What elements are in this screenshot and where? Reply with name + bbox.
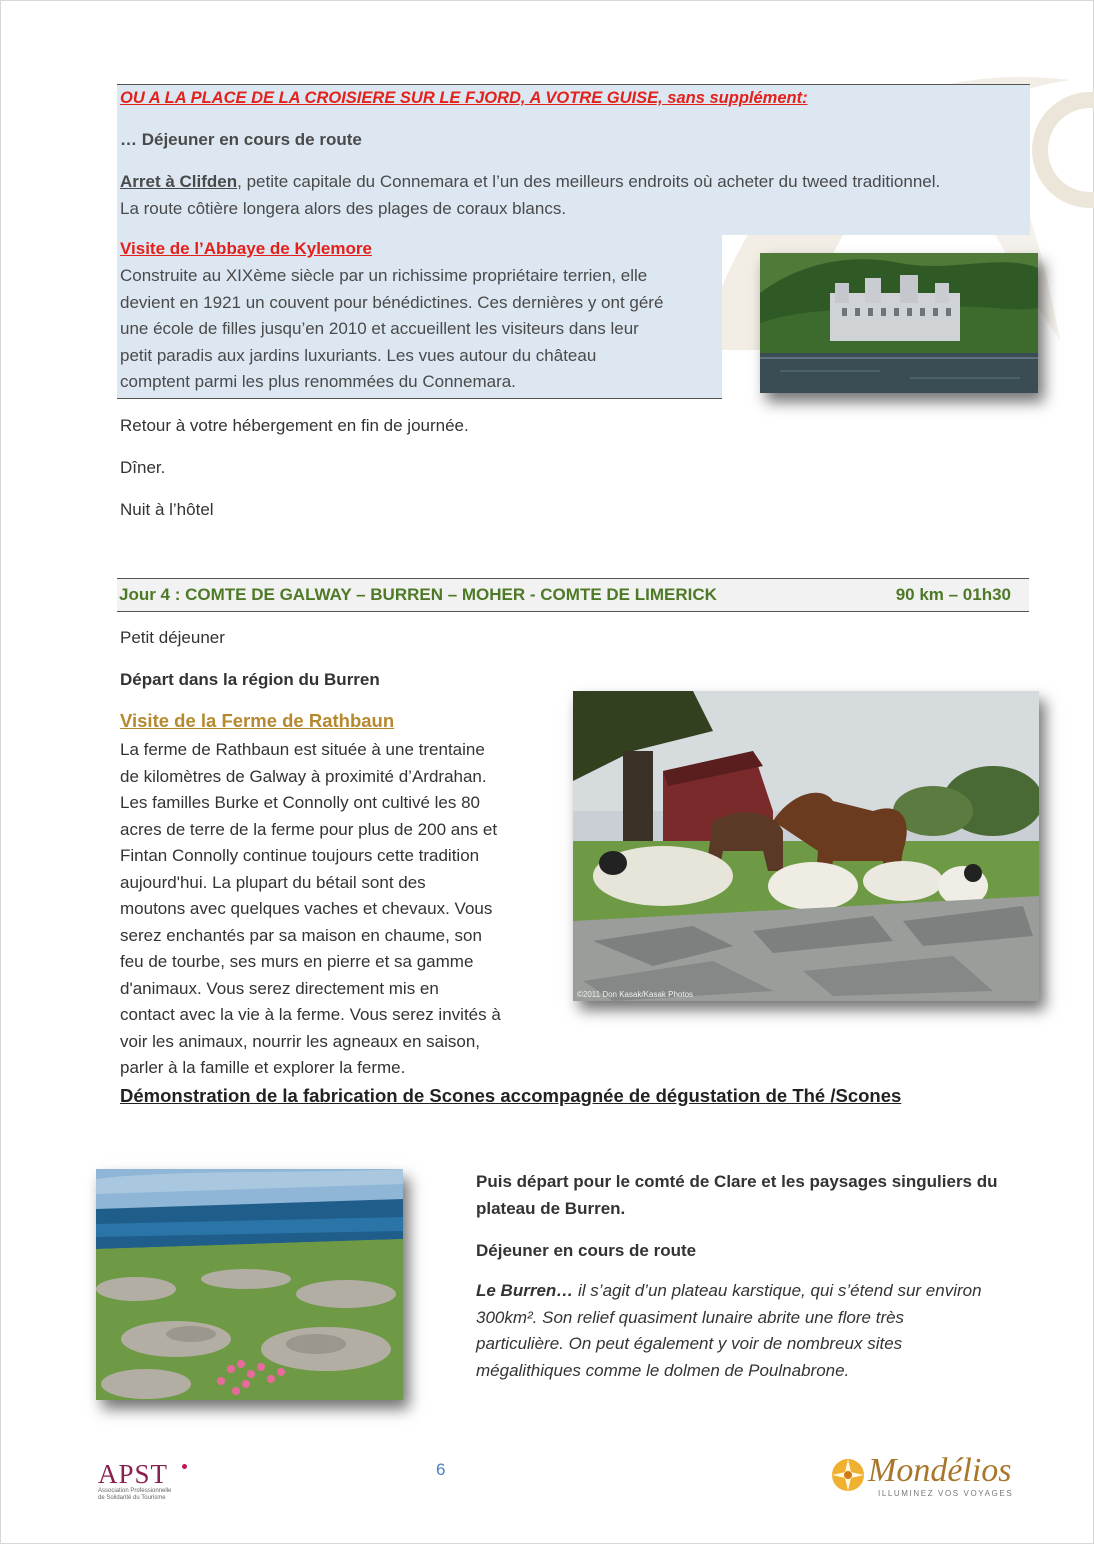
excursion-heading: OU A LA PLACE DE LA CROISIERE SUR LE FJORD, A VOTRE GUISE, sans supplément:	[120, 89, 808, 107]
photo-credit: ©2011 Don Kasak/Kasak Photos	[577, 990, 694, 999]
mondelios-logo	[830, 1453, 1030, 1503]
burren-line	[476, 1278, 1046, 1305]
apst-sub-1: Association Professionnelle	[98, 1488, 172, 1494]
brand-name: Mondélios	[868, 1452, 1012, 1489]
farm-line: acres de terre de la ferme pour plus de 200 ans et	[120, 819, 498, 839]
kylemore-line: comptent parmi les plus renommées du Connemara.	[120, 372, 516, 391]
clifden-label: Arret à Clifden	[120, 172, 238, 191]
scones-heading: Démonstration de la fabrication de Scones accompagnée de dégustation de Thé /Scones	[120, 1085, 902, 1106]
day-title: Jour 4 : COMTE DE GALWAY – BURREN – MOHER - COMTE DE LIMERICK	[119, 585, 717, 604]
burren-line: particulière. On peut également y voir de nombreux sites	[476, 1334, 903, 1353]
farm-line: parler à la famille et explorer la ferme.	[120, 1058, 406, 1077]
apst-logo	[98, 1460, 208, 1510]
farm-line: de kilomètres de Galway à proximité d’Ardrahan.	[120, 766, 487, 786]
farm-line: La ferme de Rathbaun est située à une trentaine	[120, 740, 485, 759]
compass-icon	[830, 1457, 866, 1493]
clifden-text-2: La route côtière longera alors des plages de coraux blancs.	[120, 198, 567, 218]
apst-sub-2: de Solidarité du Tourisme	[98, 1495, 166, 1501]
clifden-text-1: , petite capitale du Connemara et l’un des meilleurs endroits où acheter du tweed traditionnel.	[237, 172, 941, 191]
clare-paragraph	[476, 1169, 1046, 1222]
kylemore-line: petit paradis aux jardins luxuriants. Les vues autour du château	[120, 345, 597, 365]
excursion-lunch: … Déjeuner en cours de route	[120, 130, 362, 149]
burren-line: 300km². Son relief quasiment lunaire abrite une flore très	[476, 1307, 905, 1327]
departure-text: Départ dans la région du Burren	[120, 670, 380, 689]
kylemore-title: Visite de l’Abbaye de Kylemore	[120, 239, 372, 258]
burren-label: Le Burren…	[476, 1281, 574, 1300]
clare-line: Puis départ pour le comté de Clare et les paysages singuliers du	[476, 1172, 998, 1191]
kylemore-line: Construite au XIXème siècle par un richissime propriétaire terrien, elle	[120, 266, 648, 285]
night-text: Nuit à l’hôtel	[120, 500, 214, 519]
farm-line: voir les animaux, nourrir les agneaux en saison,	[120, 1031, 481, 1051]
clare-line: plateau de Burren.	[476, 1198, 626, 1218]
farm-animals-photo	[573, 691, 1039, 1001]
breakfast-text: Petit déjeuner	[120, 628, 225, 647]
farm-line: aujourd'hui. La plupart du bétail sont des	[120, 872, 426, 892]
burren-line: mégalithiques comme le dolmen de Poulnabrone.	[476, 1360, 850, 1380]
day-header	[117, 578, 1029, 612]
kylemore-paragraph	[120, 263, 720, 396]
burren-text: il s’agit d’un plateau karstique, qui s’étend sur environ	[573, 1281, 982, 1300]
return-text: Retour à votre hébergement en fin de journée.	[120, 416, 469, 435]
kylemore-line: une école de filles jusqu’en 2010 et accueillent les visiteurs dans leur	[120, 319, 639, 338]
farm-line: Les familles Burke et Connolly ont cultivé les 80	[120, 793, 481, 812]
dinner-text: Dîner.	[120, 458, 166, 477]
lunch-text: Déjeuner en cours de route	[476, 1241, 697, 1260]
burren-landscape-photo	[96, 1169, 403, 1400]
farm-line: serez enchantés par sa maison en chaume, son	[120, 925, 482, 945]
farm-line: moutons avec quelques vaches et chevaux. Vous	[120, 899, 493, 918]
farm-line: contact avec la vie à la ferme. Vous serez invités à	[120, 1005, 501, 1024]
kylemore-abbey-photo	[760, 253, 1038, 393]
day-distance: 90 km – 01h30	[895, 585, 1011, 604]
farm-title: Visite de la Ferme de Rathbaun	[120, 710, 395, 731]
farm-line: feu de tourbe, ses murs en pierre et sa gamme	[120, 952, 474, 971]
burren-paragraph	[476, 1278, 1046, 1384]
farm-line: Fintan Connolly continue toujours cette tradition	[120, 846, 480, 865]
farm-paragraph	[120, 737, 560, 1082]
farm-line: d'animaux. Vous serez directement mis en	[120, 978, 439, 998]
apst-dot-icon	[182, 1464, 187, 1469]
brand-tagline: ILLUMINEZ VOS VOYAGES	[878, 1489, 1014, 1498]
kylemore-line: devient en 1921 un couvent pour bénédictines. Ces dernières y ont géré	[120, 292, 664, 312]
clifden-paragraph	[120, 169, 1025, 222]
apst-name: APST	[98, 1459, 169, 1489]
page-number: 6	[436, 1460, 446, 1479]
